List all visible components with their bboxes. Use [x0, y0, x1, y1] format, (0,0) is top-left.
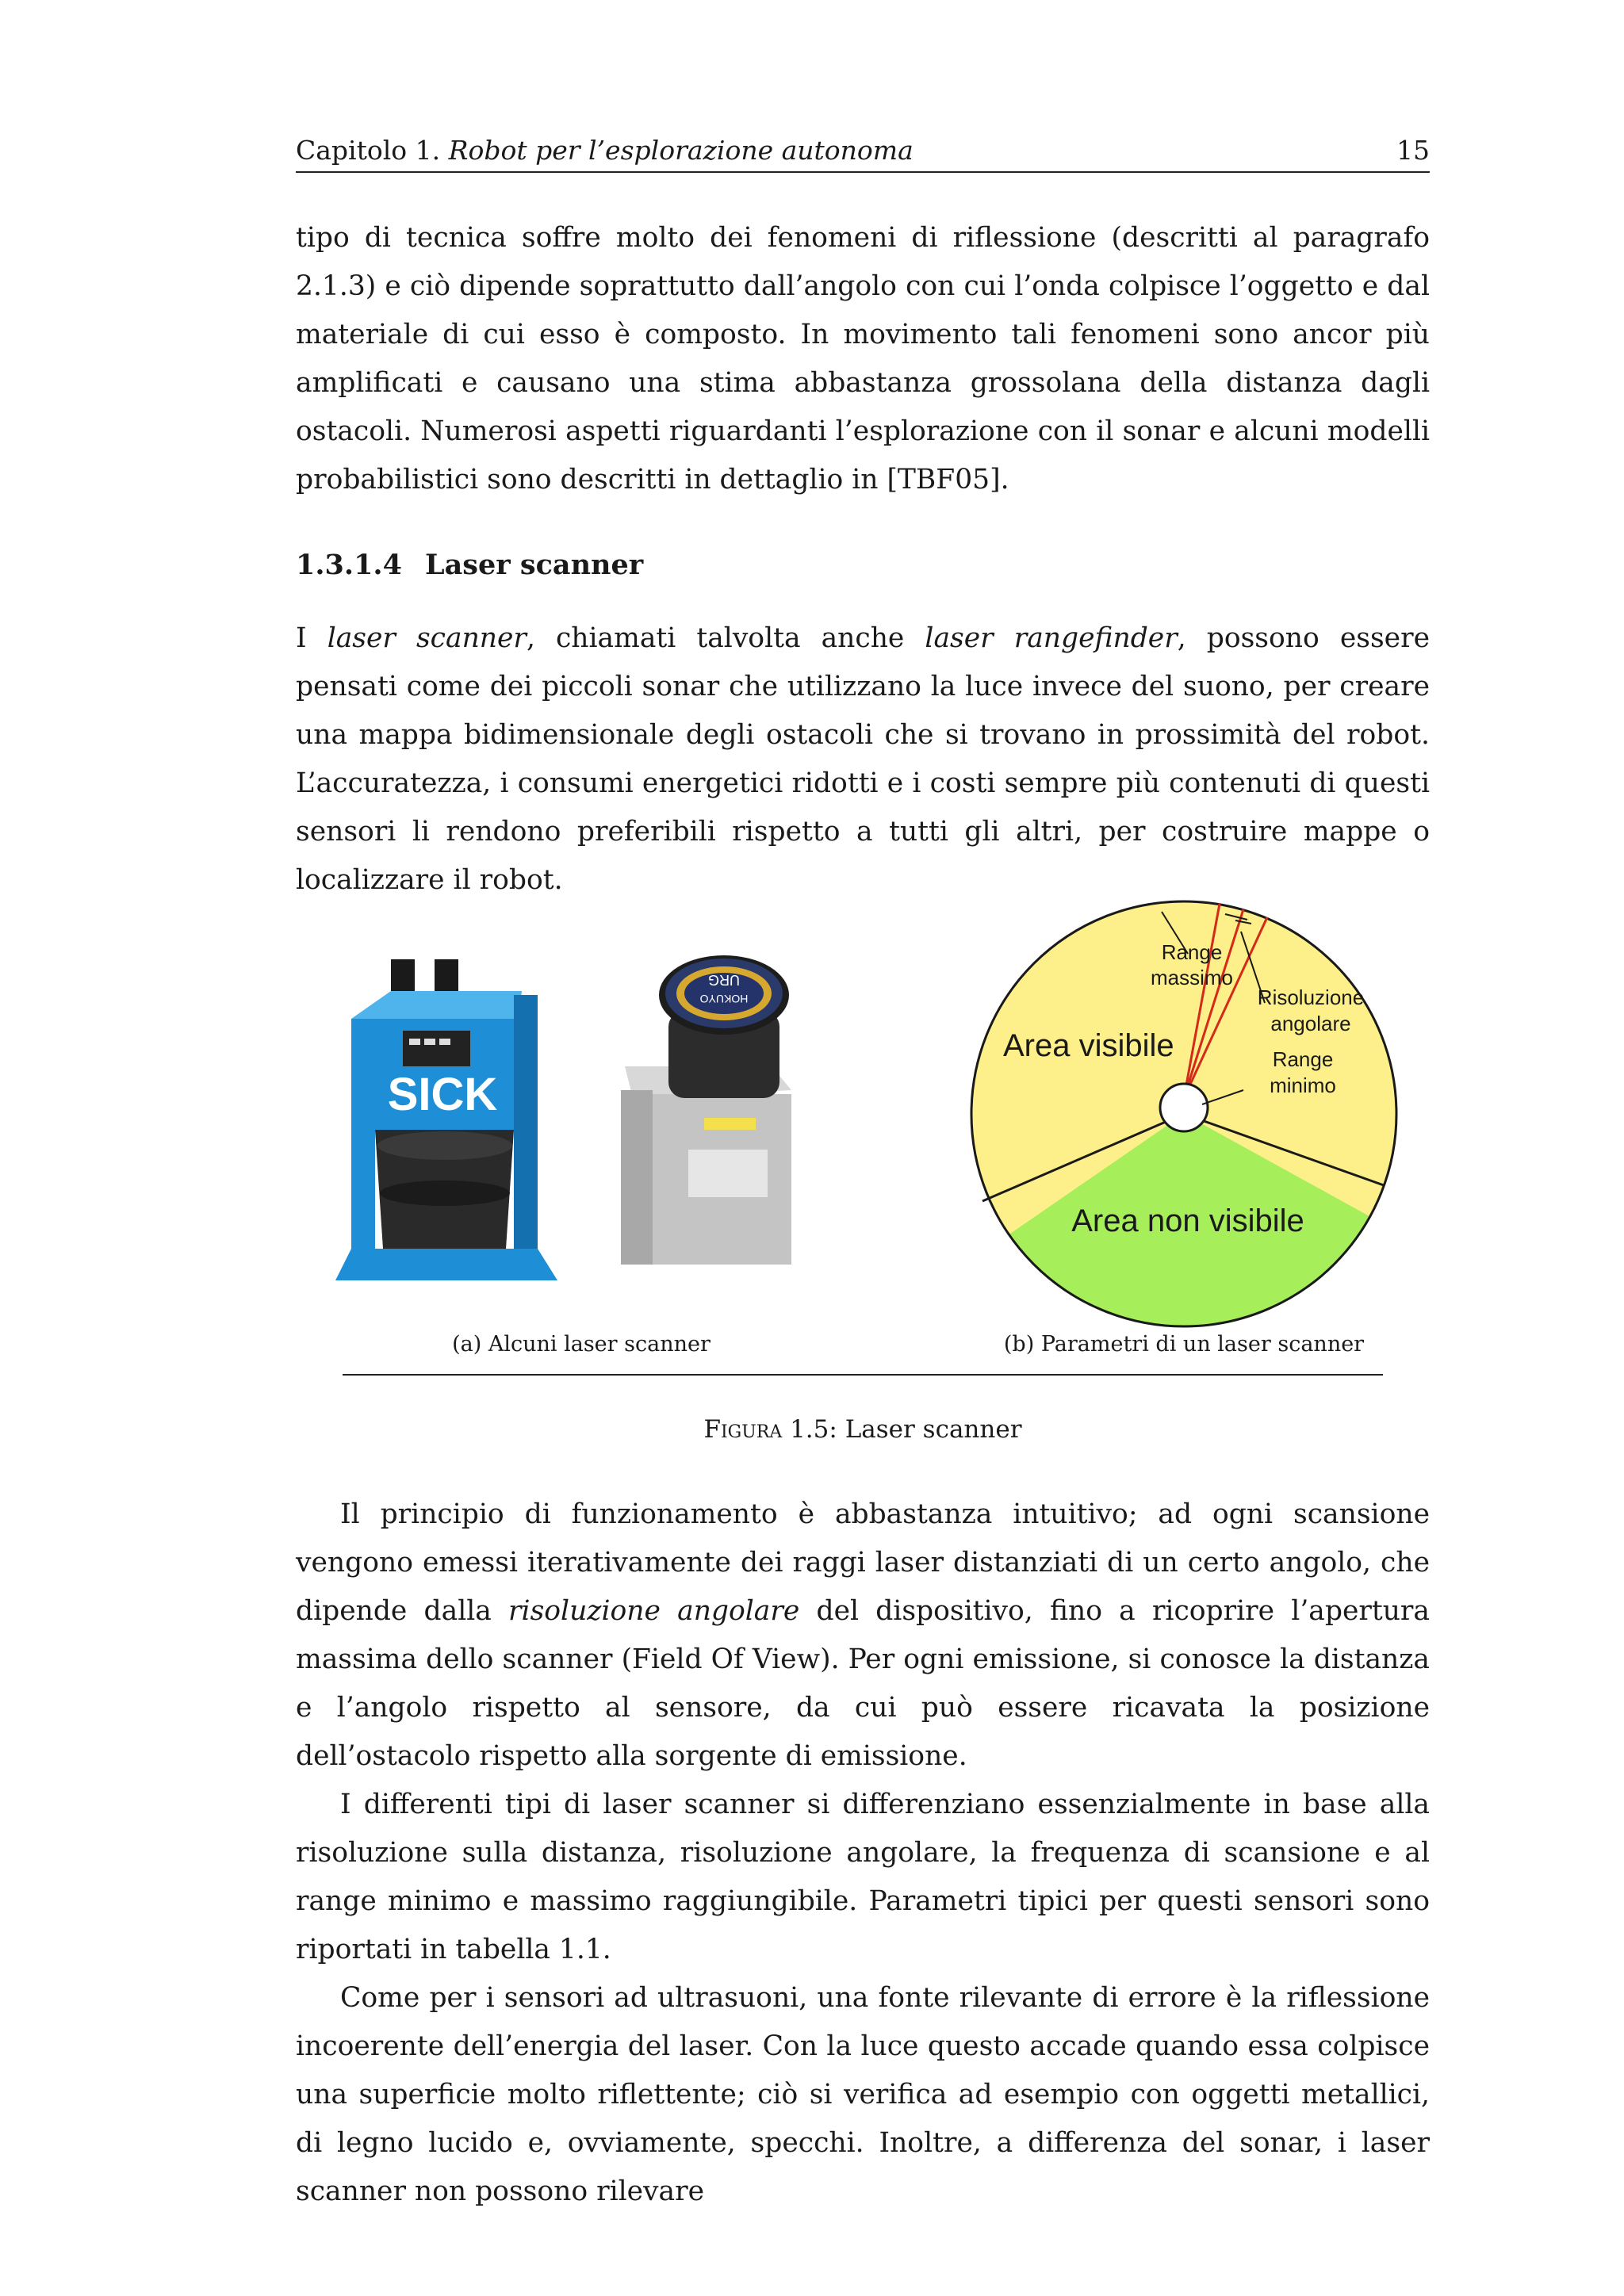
hokuyo-scanner-image [621, 955, 791, 1265]
svg-text:URG: URG [708, 972, 740, 988]
laser-scanner-parameters-diagram [970, 900, 1398, 1328]
svg-text:Area visibile: Area visibile [1003, 1028, 1174, 1063]
paragraph-laser-intro: I laser scanner, chiamati talvolta anche laser rangefinder, possono essere pensati come dei piccoli sonar che utilizzano la luce invece del suono, per creare una mappa bidimensionale degli ostacoli che si trovano in prossimità del robot. L’accuratezza, i consumi energetici ridotti e i costi sempre più contenuti di questi sensori li rendono preferibili rispetto a tutti gli altri, per costruire mappe o localizzare il robot. [296, 622, 1430, 896]
svg-text:Area non visibile: Area non visibile [1071, 1203, 1304, 1238]
laser-scanner-photo [327, 932, 843, 1304]
section-heading: 1.3.1.4 Laser scanner [296, 549, 644, 581]
caption-subfigure-b: (b) Parametri di un laser scanner [1003, 1332, 1365, 1357]
svg-text:Risoluzione: Risoluzione [1257, 985, 1365, 1009]
sick-scanner-image [335, 959, 557, 1280]
figure-laser-scanner [296, 900, 1430, 1357]
figure-rule [343, 1374, 1383, 1376]
svg-text:HOKUYO: HOKUYO [699, 993, 749, 1005]
page-number: 15 [1396, 135, 1430, 166]
svg-text:Range: Range [1272, 1047, 1334, 1071]
paragraph-sonar-reflection: tipo di tecnica soffre molto dei fenomeni di riflessione (descritti al paragrafo 2.1.3) e ciò dipende soprattutto dall’angolo con cui l’onda colpisce l’oggetto e dal materiale di cui esso è composto. In movimento tali fenomeni sono ancor più amplificati e causano una stima abbastanza grossolana della distanza dagli ostacoli. Numerosi aspetti riguardanti l’esplorazione con il sonar e alcuni modelli probabilistici sono descritti in dettaglio in [TBF05]. [296, 222, 1430, 496]
sensor-dead-zone [1160, 1084, 1208, 1131]
svg-text:angolare: angolare [1270, 1012, 1351, 1035]
svg-text:SICK: SICK [387, 1069, 498, 1120]
figure-caption: Figura 1.5: Laser scanner [703, 1415, 1022, 1444]
svg-text:minimo: minimo [1270, 1073, 1336, 1097]
paragraphs-laser-working: Il principio di funzionamento è abbastanza intuitivo; ad ogni scansione vengono emessi iterativamente dei raggi laser distanziati di un certo angolo, che dipende dalla risoluzione angolare del dispositivo, fino a ricoprire l’apertura massima dello scanner (Field Of View). Per ogni emissione, si conosce la distanza e l’angolo rispetto al sensore, da cui può essere ricavata la posizione dell’ostacolo rispetto alla sorgente di emissione. I differenti tipi di laser scanner si differenziano essenzialmente in base alla risoluzione sulla distanza, risoluzione angolare, la frequenza di scansione e al range minimo e massimo raggiungibile. Parametri tipici per questi sensori sono riportati in tabella 1.1. Come per i sensori ad ultrasuoni, una fonte rilevante di errore è la riflessione incoerente dell’energia del laser. Con la luce questo accade quando essa colpisce una superficie molto riflettente; ciò si verifica ad esempio con oggetti metallici, di legno lucido e, ovviamente, specchi. Inoltre, a differenza del sonar, i laser scanner non possono rilevare [296, 1498, 1430, 2207]
running-header [296, 132, 1430, 173]
svg-text:massimo: massimo [1150, 966, 1234, 989]
header-chapter: Capitolo 1. Robot per l’esplorazione autonoma [296, 135, 914, 166]
caption-subfigure-a: (a) Alcuni laser scanner [452, 1332, 710, 1357]
svg-text:Range: Range [1161, 940, 1223, 964]
